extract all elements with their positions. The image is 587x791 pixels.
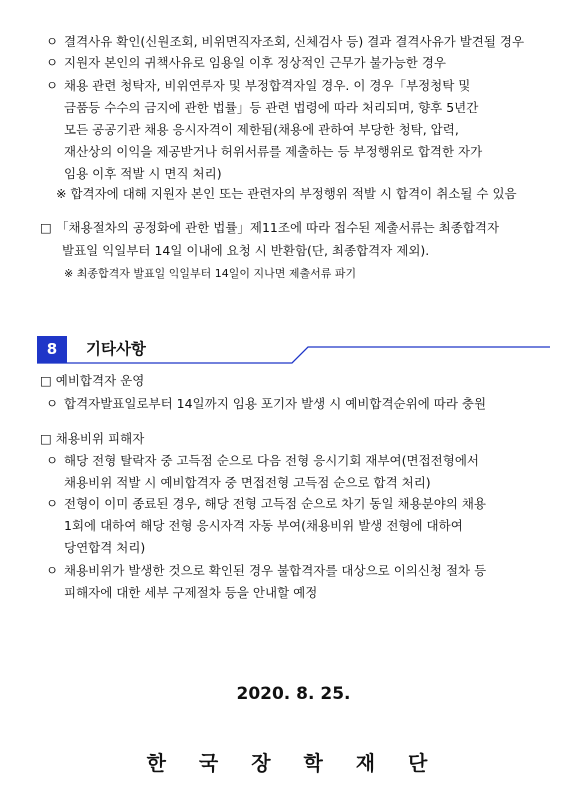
- square-bullet-icon: □: [40, 220, 52, 235]
- victims-item-3-line-2: 피해자에 대한 세부 구제절차 등을 안내할 예정: [64, 585, 318, 600]
- victims-heading: □ 채용비위 피해자: [40, 431, 145, 446]
- victims-item-1: ㅇ 해당 전형 탈락자 중 고득점 순으로 다음 전형 응시기회 재부여(면접전형에서: [46, 453, 479, 468]
- bullet-icon: ㅇ: [46, 34, 59, 49]
- victims-item-1-line-2: 채용비위 적발 시 예비합격자 중 면접전형 고득점 순으로 합격 처리): [64, 475, 431, 490]
- bullet-icon: ㅇ: [46, 55, 59, 70]
- bullet-icon: ㅇ: [46, 453, 59, 468]
- section-title: 기타사항: [86, 340, 146, 358]
- bullet-icon: ㅇ: [46, 78, 59, 93]
- reserve-heading: □ 예비합격자 운영: [40, 373, 145, 388]
- victims-item-2-line-3: 당연합격 처리): [64, 540, 146, 555]
- bullet-icon: ㅇ: [46, 396, 59, 411]
- return-docs-note: ※ 최종합격자 발표일 익일부터 14일이 지나면 제출서류 파기: [64, 267, 357, 280]
- top-item-3-line-2: 금품등 수수의 금지에 관한 법률」등 관련 법령에 따라 처리되며, 향후 5년간: [64, 100, 479, 115]
- reserve-item-text: 합격자발표일로부터 14일까지 임용 포기자 발생 시 예비합격순위에 따라 충원: [64, 396, 487, 411]
- organization-name: 한 국 장 학 재 단: [146, 751, 441, 775]
- section-number-badge: 8: [37, 336, 67, 363]
- top-item-3-line-3: 모든 공공기관 채용 응시자격이 제한됨(채용에 관하여 부당한 청탁, 압력,: [64, 122, 459, 137]
- top-item-3-line-4: 재산상의 이익을 제공받거나 허위서류를 제출하는 등 부정행위로 합격한 자가: [64, 144, 483, 159]
- bullet-icon: ㅇ: [46, 563, 59, 578]
- document-date: 2020. 8. 25.: [236, 684, 351, 704]
- top-item-3-line-1: 채용 관련 청탁자, 비위연루자 및 부정합격자일 경우. 이 경우「부정청탁 및: [64, 78, 471, 93]
- victims-item-2-line-2: 1회에 대하여 해당 전형 응시자격 자동 부여(채용비위 발생 전형에 대하여: [64, 518, 463, 533]
- top-item-2-line-1: 지원자 본인의 귀책사유로 임용일 이후 정상적인 근무가 불가능한 경우: [64, 55, 446, 70]
- return-docs-line-1: □ 「채용절차의 공정화에 관한 법률」제11조에 따라 접수된 제출서류는 최종합격자: [40, 220, 500, 235]
- victims-item-2: ㅇ 전형이 이미 종료된 경우, 해당 전형 고득점 순으로 차기 동일 채용분야의 채용: [46, 496, 487, 511]
- return-docs-line-2: 발표일 익일부터 14일 이내에 요청 시 반환함(단, 최종합격자 제외).: [62, 243, 430, 258]
- top-note: ※ 합격자에 대해 지원자 본인 또는 관련자의 부정행위 적발 시 합격이 취소될 수 있음: [56, 186, 517, 201]
- reserve-item: [46, 395, 486, 413]
- top-item-3-line-5: 임용 이후 적발 시 면직 처리): [64, 166, 222, 181]
- top-item-1-line-1: 결격사유 확인(신원조회, 비위면직자조회, 신체검사 등) 결과 결격사유가 발견될 경우: [64, 34, 525, 49]
- victims-item-3: ㅇ 채용비위가 발생한 것으로 확인된 경우 불합격자를 대상으로 이의신청 절차 등: [46, 563, 487, 578]
- bullet-icon: ㅇ: [46, 496, 59, 511]
